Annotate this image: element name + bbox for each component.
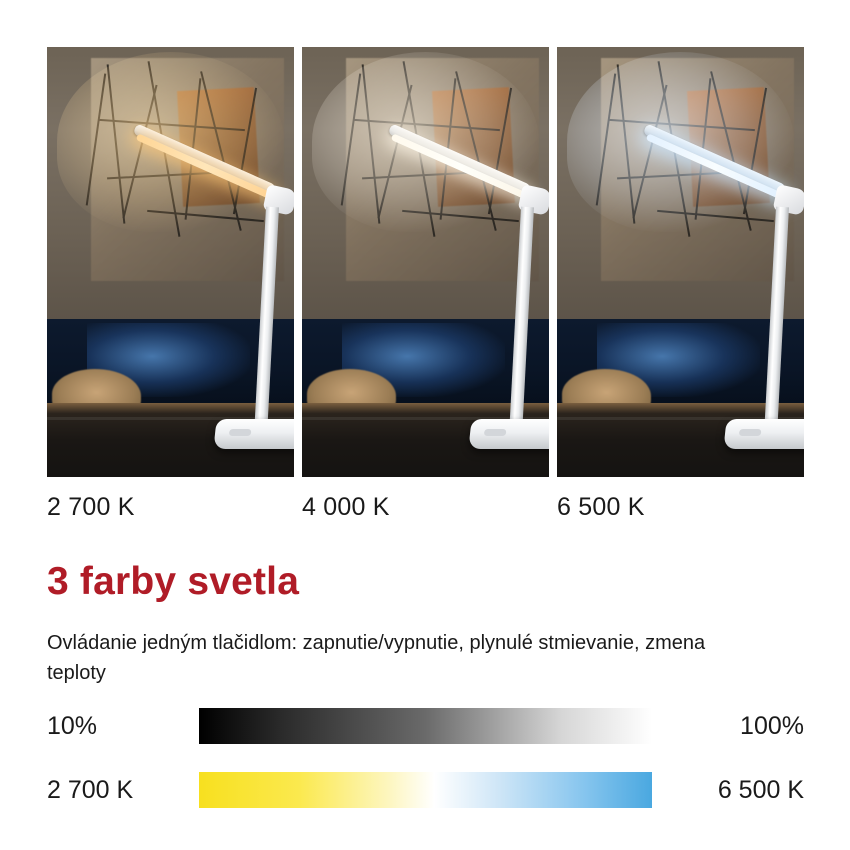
lamp-base <box>468 419 549 449</box>
scribble-lines <box>87 55 290 283</box>
brightness-gradient-bar <box>199 708 652 744</box>
lamp-touch-button <box>229 429 252 436</box>
temperature-cool-label: 6 500 K <box>717 775 804 804</box>
lamp-photo-4000k <box>302 47 549 477</box>
temperature-warm-label: 2 700 K <box>47 775 134 804</box>
lamp-photo-6500k <box>557 47 804 477</box>
brightness-min-label: 10% <box>47 711 98 740</box>
lamp-touch-button <box>739 429 762 436</box>
lamp-photo-gallery <box>47 47 804 522</box>
photo-cell-6500k <box>557 47 804 522</box>
photo-caption-4000k: 4 000 K <box>302 493 390 521</box>
photo-cell-2700k <box>47 47 294 522</box>
temperature-gradient-bar <box>199 772 652 808</box>
photo-caption-6500k: 6 500 K <box>557 493 645 521</box>
photo-cell-4000k <box>302 47 549 522</box>
brightness-scale-row <box>47 708 804 744</box>
description-text: Ovládanie jedným tlačidlom: zapnutie/vypnutie, plynulé stmievanie, zmena teploty <box>47 632 706 684</box>
photo-caption-2700k: 2 700 K <box>47 493 135 521</box>
headline: 3 farby svetla <box>47 560 300 603</box>
lamp-touch-button <box>484 429 507 436</box>
brightness-max-label: 100% <box>740 711 804 740</box>
lamp-base <box>213 419 294 449</box>
scribble-lines <box>597 55 800 283</box>
lamp-base <box>723 419 804 449</box>
scribble-lines <box>342 55 545 283</box>
temperature-scale-row <box>47 772 804 808</box>
lamp-photo-2700k <box>47 47 294 477</box>
